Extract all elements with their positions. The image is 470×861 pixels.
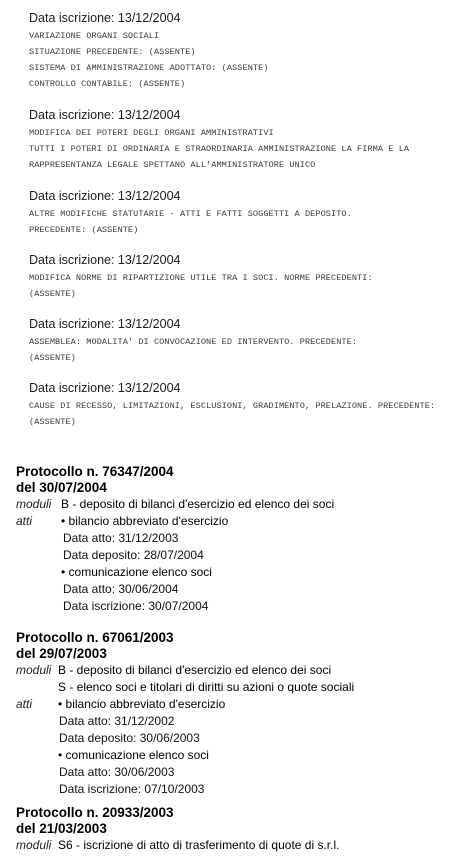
entry-line: MODIFICA DEI POTERI DEGLI ORGANI AMMINISTRATIVI xyxy=(29,128,274,138)
atto-name: • bilancio abbreviato d'esercizio xyxy=(61,514,229,528)
protocol-date: del 30/07/2004 xyxy=(16,480,107,495)
protocol-number: Protocollo n. 67061/2003 xyxy=(16,630,174,645)
entry-line: ASSEMBLEA: MODALITA' DI CONVOCAZIONE ED INTERVENTO. PRECEDENTE: xyxy=(29,337,358,347)
entry-date: Data iscrizione: 13/12/2004 xyxy=(29,189,181,203)
modulo-item: S - elenco soci e titolari di diritti su azioni o quote sociali xyxy=(58,680,355,694)
atto-name: • comunicazione elenco soci xyxy=(58,748,209,762)
entry-date: Data iscrizione: 13/12/2004 xyxy=(29,11,181,25)
atto-detail-row xyxy=(16,547,466,564)
moduli-row xyxy=(16,662,466,679)
entry-line: MODIFICA NORME DI RIPARTIZIONE UTILE TRA I SOCI. NORME PRECEDENTI: xyxy=(29,273,373,283)
atti-row xyxy=(16,696,466,713)
entry-line: CONTROLLO CONTABILE: (ASSENTE) xyxy=(29,79,186,89)
registry-entry xyxy=(29,107,469,173)
registry-entry xyxy=(29,188,469,238)
protocol-block xyxy=(16,805,466,854)
entry-line: SISTEMA DI AMMINISTRAZIONE ADOTTATO: (ASSENTE) xyxy=(29,63,269,73)
protocol-block xyxy=(16,630,466,798)
atto-detail-row xyxy=(16,598,466,615)
entry-date: Data iscrizione: 13/12/2004 xyxy=(29,108,181,122)
protocol-number: Protocollo n. 76347/2004 xyxy=(16,464,174,479)
registry-entry xyxy=(29,252,469,302)
moduli-row xyxy=(16,679,466,696)
modulo-item: B - deposito di bilanci d'esercizio ed elenco dei soci xyxy=(58,663,332,677)
atti-label: atti xyxy=(16,697,33,711)
protocol-number: Protocollo n. 20933/2003 xyxy=(16,805,174,820)
moduli-row xyxy=(16,837,466,854)
protocol-date: del 29/07/2003 xyxy=(16,646,107,661)
entry-line: ALTRE MODIFICHE STATUTARIE - ATTI E FATTI SOGGETTI A DEPOSITO. xyxy=(29,209,352,219)
protocol-block xyxy=(16,464,466,615)
entry-line: (ASSENTE) xyxy=(29,289,76,299)
atto-detail: Data atto: 30/06/2003 xyxy=(59,765,175,779)
registry-entry xyxy=(29,10,469,92)
atto-detail-row xyxy=(16,730,466,747)
modulo-item: S6 - iscrizione di atto di trasferimento di quote di s.r.l. xyxy=(58,838,340,852)
moduli-row xyxy=(16,496,466,513)
atto-name: • bilancio abbreviato d'esercizio xyxy=(58,697,226,711)
modulo-item: B - deposito di bilanci d'esercizio ed elenco dei soci xyxy=(61,497,335,511)
atto-detail: Data atto: 31/12/2002 xyxy=(59,714,175,728)
entry-line: (ASSENTE) xyxy=(29,353,76,363)
atto-detail: Data iscrizione: 07/10/2003 xyxy=(59,782,205,796)
entry-date: Data iscrizione: 13/12/2004 xyxy=(29,253,181,267)
atto-name: • comunicazione elenco soci xyxy=(61,565,212,579)
entry-line: CAUSE DI RECESSO, LIMITAZIONI, ESCLUSIONI, GRADIMENTO, PRELAZIONE. PRECEDENTE: xyxy=(29,401,436,411)
protocol-date: del 21/03/2003 xyxy=(16,821,107,836)
atto-row xyxy=(16,747,466,764)
moduli-label: moduli xyxy=(16,497,52,511)
atto-detail-row xyxy=(16,713,466,730)
atto-detail: Data atto: 30/06/2004 xyxy=(63,582,179,596)
atto-detail-row xyxy=(16,764,466,781)
atto-detail: Data iscrizione: 30/07/2004 xyxy=(63,599,209,613)
entry-line: TUTTI I POTERI DI ORDINARIA E STRAORDINARIA AMMINISTRAZIONE LA FIRMA E LA xyxy=(29,144,410,154)
atto-detail: Data atto: 31/12/2003 xyxy=(63,531,179,545)
entry-date: Data iscrizione: 13/12/2004 xyxy=(29,317,181,331)
entry-line: SITUAZIONE PRECEDENTE: (ASSENTE) xyxy=(29,47,196,57)
entry-line: RAPPRESENTANZA LEGALE SPETTANO ALL'AMMINISTRATORE UNICO xyxy=(29,160,316,170)
registry-entry xyxy=(29,316,469,366)
entry-date: Data iscrizione: 13/12/2004 xyxy=(29,381,181,395)
atto-detail-row xyxy=(16,530,466,547)
entry-line: VARIAZIONE ORGANI SOCIALI xyxy=(29,31,160,41)
moduli-label: moduli xyxy=(16,663,52,677)
atto-detail-row xyxy=(16,581,466,598)
atti-label: atti xyxy=(16,514,33,528)
atto-detail: Data deposito: 28/07/2004 xyxy=(63,548,204,562)
atto-row xyxy=(16,564,466,581)
entry-line: PRECEDENTE: (ASSENTE) xyxy=(29,225,139,235)
moduli-label: moduli xyxy=(16,838,52,852)
atti-row xyxy=(16,513,466,530)
atto-detail-row xyxy=(16,781,466,798)
entry-line: (ASSENTE) xyxy=(29,417,76,427)
atto-detail: Data deposito: 30/06/2003 xyxy=(59,731,200,745)
registry-entry xyxy=(29,380,469,430)
